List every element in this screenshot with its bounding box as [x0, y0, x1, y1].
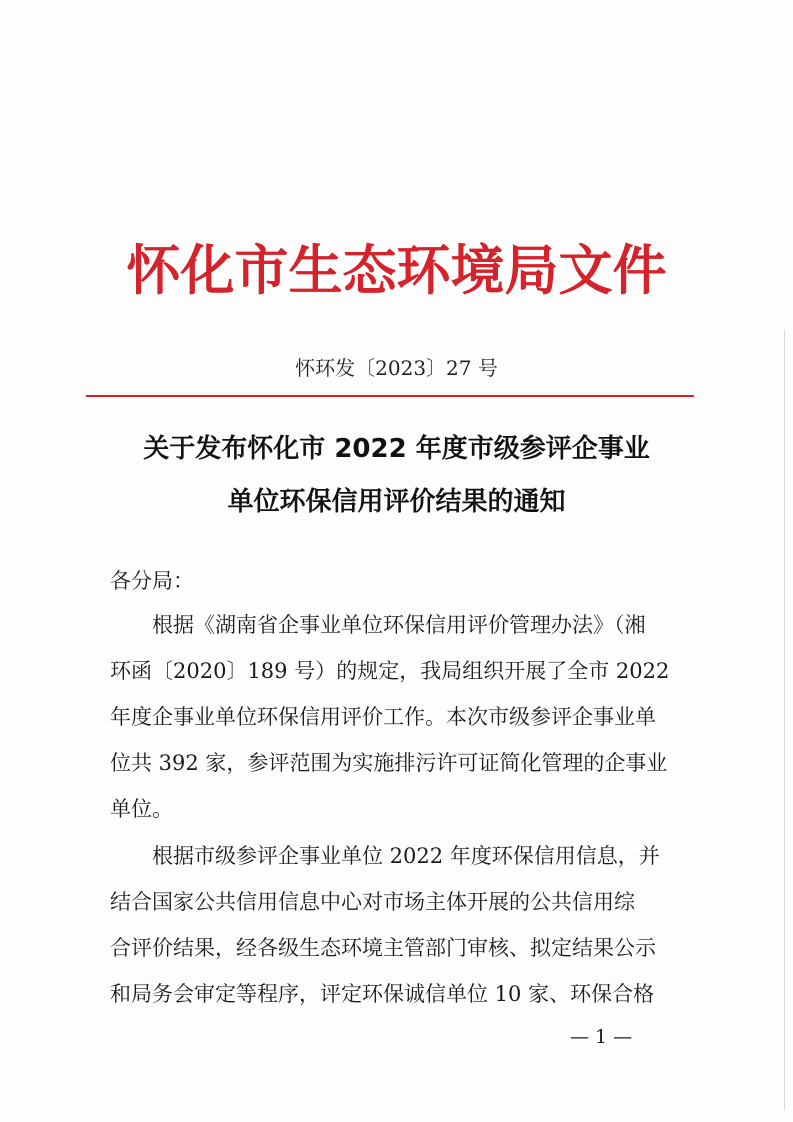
issuing-authority-title: 怀化市生态环境局文件	[126, 239, 667, 302]
paragraph-2-line-1: 根据市级参评企事业单位 2022 年度环保信用信息，并	[152, 844, 660, 868]
subject-title-line-2: 单位环保信用评价结果的通知	[227, 487, 566, 517]
red-divider-line	[86, 395, 694, 397]
paragraph-2-line-4: 和局务会审定等程序，评定环保诚信单位 10 家、环保合格	[110, 982, 655, 1006]
paragraph-1-line-3: 年度企事业单位环保信用评价工作。本次市级参评企事业单	[110, 705, 656, 729]
page-number: — 1 —	[570, 1026, 633, 1048]
paragraph-1-line-5: 单位。	[110, 797, 173, 821]
paragraph-2-line-2: 结合国家公共信用信息中心对市场主体开展的公共信用综	[110, 890, 635, 914]
paragraph-1-line-2: 环函〔2020〕189 号）的规定，我局组织开展了全市 2022	[110, 659, 670, 683]
salutation: 各分局：	[110, 569, 194, 593]
paragraph-1-line-4: 位共 392 家，参评范围为实施排污许可证简化管理的企事业	[110, 751, 668, 775]
document-number: 怀环发〔2023〕27 号	[295, 356, 498, 380]
scan-edge-line	[784, 330, 785, 1110]
subject-title-line-1: 关于发布怀化市 2022 年度市级参评企事业	[143, 434, 650, 464]
paragraph-1-line-1: 根据《湖南省企事业单位环保信用评价管理办法》（湘	[152, 613, 646, 637]
paragraph-2-line-3: 合评价结果，经各级生态环境主管部门审核、拟定结果公示	[110, 936, 656, 960]
